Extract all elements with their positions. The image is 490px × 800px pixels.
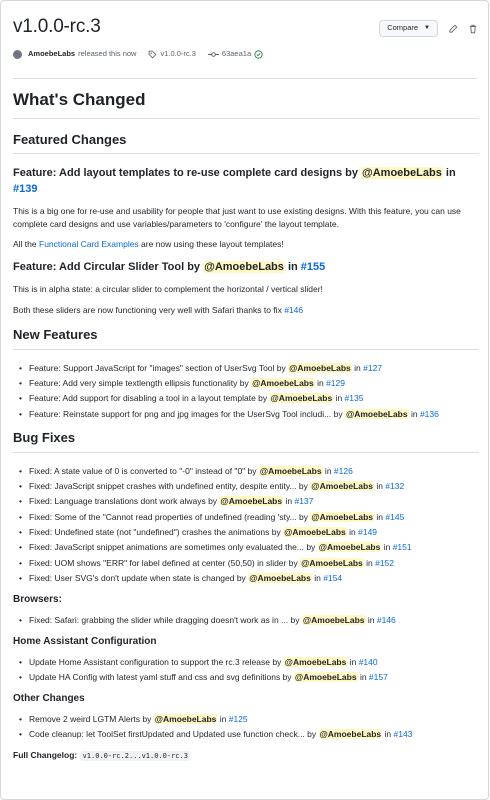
- compare-label: Compare: [387, 23, 419, 33]
- item-text: Feature: Reinstate support for png and jpg images for the UserSvg Tool includi... by: [29, 408, 345, 419]
- user-mention[interactable]: @AmoebeLabs: [345, 408, 408, 419]
- trash-icon[interactable]: [468, 24, 478, 34]
- header-divider: [13, 78, 477, 79]
- in-text: in: [284, 261, 301, 274]
- user-mention[interactable]: @AmoebeLabs: [204, 261, 284, 274]
- item-text: Update HA Config with latest yaml stuff and css and svg definitions by: [29, 671, 294, 682]
- in-text: in: [408, 408, 420, 419]
- user-mention[interactable]: @AmoebeLabs: [284, 527, 346, 538]
- user-mention[interactable]: @AmoebeLabs: [319, 729, 382, 740]
- pr-link[interactable]: #154: [323, 572, 343, 583]
- list-item: [13, 392, 479, 404]
- in-text: in: [333, 393, 345, 404]
- user-mention[interactable]: @AmoebeLabs: [220, 496, 283, 507]
- tag-info[interactable]: [148, 49, 195, 60]
- pr-link[interactable]: #125: [228, 713, 248, 724]
- pr-link[interactable]: #137: [294, 496, 314, 507]
- pr-link[interactable]: #146: [284, 304, 304, 315]
- pr-link[interactable]: #145: [385, 511, 405, 522]
- user-mention[interactable]: @AmoebeLabs: [362, 167, 442, 180]
- list-item: [13, 526, 479, 538]
- author-link[interactable]: AmoebeLabs: [28, 49, 76, 58]
- bug-fixes-list: [13, 465, 479, 585]
- release-notes: [13, 88, 479, 770]
- changelog-link[interactable]: v1.0.0-rc.2...v1.0.0-rc.3: [80, 751, 191, 761]
- pr-link[interactable]: #136: [419, 408, 439, 419]
- full-changelog: [13, 749, 479, 761]
- feature-2-note: [13, 304, 479, 316]
- pr-link[interactable]: #132: [385, 481, 405, 492]
- in-text: in: [347, 656, 359, 667]
- user-mention[interactable]: @AmoebeLabs: [311, 511, 374, 522]
- in-text: in: [351, 362, 364, 373]
- feature-2-description: This is in alpha state: a circular slider to complement the horizontal / vertical slider!: [13, 284, 323, 295]
- commit-icon: [208, 50, 219, 59]
- functional-card-examples-link[interactable]: Functional Card Examples: [39, 238, 139, 249]
- changelog-label: Full Changelog: [13, 750, 75, 761]
- pr-link[interactable]: #140: [358, 656, 378, 667]
- user-mention[interactable]: @AmoebeLabs: [301, 557, 363, 568]
- changelog-colon: :: [74, 750, 80, 761]
- user-mention[interactable]: @AmoebeLabs: [294, 671, 357, 682]
- check-circle-icon[interactable]: [254, 50, 263, 59]
- item-text: Remove 2 weird LGTM Alerts by: [29, 713, 154, 724]
- in-text: in: [217, 713, 229, 724]
- list-item: [13, 557, 479, 569]
- user-mention[interactable]: @AmoebeLabs: [284, 656, 347, 667]
- item-text: Feature: Add support for disabling a tool in a layout template by: [29, 393, 270, 404]
- user-mention[interactable]: @AmoebeLabs: [302, 614, 365, 625]
- list-item: [13, 495, 479, 507]
- item-text: Fixed: A state value of 0 is converted to "-0" instead of "0" by: [29, 465, 259, 476]
- pr-link[interactable]: #135: [344, 393, 364, 404]
- item-text: Feature: Add very simple textlength ellipsis functionality by: [29, 378, 252, 389]
- user-mention[interactable]: @AmoebeLabs: [311, 481, 373, 492]
- release-meta: [13, 49, 263, 60]
- home-assistant-list: [13, 656, 479, 684]
- feature-1-description: This is a big one for re-use and usability for people that just want to use existing designs. With this feature, you can use complete card designs and use variables/parameters to 'configure' the layout template.: [13, 206, 461, 229]
- item-text: Update Home Assistant configuration to support the rc.3 release by: [29, 656, 284, 667]
- in-text: in: [346, 527, 359, 538]
- item-text: Fixed: Safari: grabbing the slider while dragging doesn't work as in ... by: [29, 614, 302, 625]
- list-item: [13, 656, 479, 668]
- commit-info[interactable]: [208, 49, 263, 60]
- tag-icon: [148, 50, 157, 59]
- bug-fixes-heading: Bug Fixes: [13, 429, 479, 453]
- release-header: [13, 16, 478, 58]
- in-text: in: [322, 465, 334, 476]
- in-text: in: [363, 557, 376, 568]
- list-item: [13, 614, 479, 626]
- list-item: [13, 541, 479, 553]
- feature-1-text: Feature: Add layout templates to re-use complete card designs by: [13, 167, 362, 180]
- release-actions: [379, 20, 478, 37]
- chevron-down-icon: ▼: [424, 25, 430, 32]
- user-mention[interactable]: @AmoebeLabs: [154, 713, 217, 724]
- featured-changes-heading: Featured Changes: [13, 131, 479, 155]
- pr-link[interactable]: #152: [375, 557, 395, 568]
- feature-1-heading: [13, 166, 479, 198]
- item-text: Fixed: JavaScript snippet crashes with undefined entity, despite entity... by: [29, 481, 311, 492]
- feature-1-note: [13, 238, 479, 250]
- new-features-list: [13, 362, 479, 420]
- user-mention[interactable]: @AmoebeLabs: [318, 542, 381, 553]
- avatar[interactable]: [13, 50, 22, 59]
- list-item: [13, 671, 479, 683]
- pr-link[interactable]: #143: [393, 729, 413, 740]
- pr-link[interactable]: #139: [13, 183, 38, 196]
- in-text: in: [314, 378, 327, 389]
- pr-link[interactable]: #126: [333, 465, 353, 476]
- in-text: in: [382, 729, 394, 740]
- list-item: [13, 572, 479, 584]
- pr-link[interactable]: #157: [368, 671, 388, 682]
- list-item: [13, 728, 479, 740]
- list-item: [13, 465, 479, 477]
- item-text: Fixed: UOM shows "ERR" for label defined at center (50,50) in slider by: [29, 557, 301, 568]
- feature-2-text: Feature: Add Circular Slider Tool by: [13, 261, 204, 274]
- list-item: [13, 480, 479, 492]
- pencil-icon[interactable]: [448, 24, 458, 34]
- item-text: Fixed: JavaScript snippet animations are sometimes only evaluated the... by: [29, 542, 318, 553]
- note-text: Both these sliders are now functioning very well with Safari thanks to fix: [13, 304, 285, 315]
- author-info: [13, 49, 136, 60]
- in-text: in: [283, 496, 295, 507]
- note-text: are now using these layout templates!: [138, 238, 284, 249]
- other-changes-heading: Other Changes: [13, 693, 85, 705]
- in-text: in: [374, 511, 386, 522]
- user-mention[interactable]: @AmoebeLabs: [270, 393, 333, 404]
- pr-link[interactable]: #127: [363, 362, 383, 373]
- browsers-list: [13, 614, 479, 626]
- in-text: in: [373, 481, 386, 492]
- pr-link[interactable]: #129: [326, 378, 345, 389]
- whats-changed-heading: What's Changed: [13, 88, 479, 119]
- user-mention[interactable]: @AmoebeLabs: [289, 362, 351, 373]
- item-text: Fixed: Undefined state (not "undefined") crashes the animations by: [29, 527, 284, 538]
- home-assistant-heading: Home Assistant Configuration: [13, 636, 157, 648]
- new-features-heading: New Features: [13, 326, 479, 350]
- item-text: Fixed: Language translations dont work always by: [29, 496, 220, 507]
- pr-link[interactable]: #155: [300, 261, 326, 274]
- list-item: [13, 713, 479, 725]
- pr-link[interactable]: #149: [358, 527, 378, 538]
- compare-button[interactable]: [379, 20, 438, 37]
- released-text: released this now: [78, 49, 137, 58]
- pr-link[interactable]: #146: [376, 614, 396, 625]
- user-mention[interactable]: @AmoebeLabs: [249, 572, 311, 583]
- note-text: All the: [13, 238, 39, 249]
- in-text: in: [365, 614, 377, 625]
- list-item: [13, 408, 479, 420]
- in-text: in: [357, 671, 369, 682]
- tag-label: v1.0.0-rc.3: [160, 49, 196, 58]
- item-text: Feature: Support JavaScript for "images" section of UserSvg Tool by: [29, 362, 289, 373]
- feature-2-heading: [13, 260, 479, 276]
- item-text: Code cleanup: let ToolSet firstUpdated and Updated use function check... by: [29, 729, 319, 740]
- other-changes-list: [13, 713, 479, 741]
- browsers-heading: Browsers:: [13, 594, 62, 606]
- pr-link[interactable]: #151: [392, 542, 412, 553]
- in-text: in: [442, 167, 456, 180]
- list-item: [13, 377, 479, 389]
- in-text: in: [381, 542, 393, 553]
- list-item: [13, 511, 479, 523]
- item-text: Fixed: User SVG's don't update when state is changed by: [29, 572, 249, 583]
- release-title[interactable]: v1.0.0-rc.3: [13, 16, 101, 37]
- list-item: [13, 362, 479, 374]
- item-text: Fixed: Some of the "Cannot read properties of undefined (reading 'sty... by: [29, 511, 311, 522]
- user-mention[interactable]: @AmoebeLabs: [252, 378, 314, 389]
- commit-sha: 63aea1a: [221, 49, 252, 58]
- in-text: in: [311, 572, 324, 583]
- user-mention[interactable]: @AmoebeLabs: [259, 465, 322, 476]
